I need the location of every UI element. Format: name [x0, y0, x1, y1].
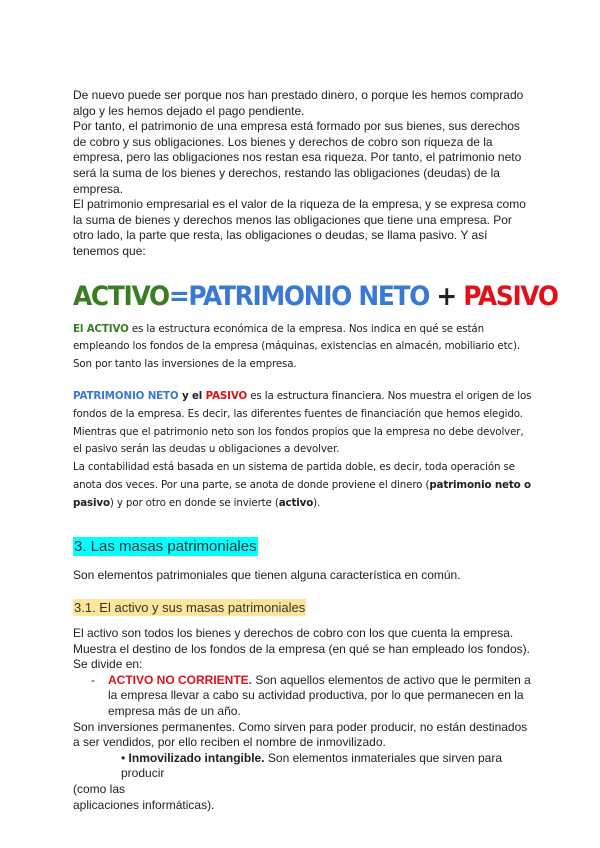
section-3-heading: 3. Las masas patrimoniales [74, 537, 257, 555]
equation-pasivo: PASIVO [463, 280, 558, 312]
list-dash: - [91, 672, 95, 687]
activo-no-corriente-term: ACTIVO NO CORRIENTE. [108, 672, 253, 687]
section-3-1-heading: 3.1. El activo y sus masas patrimoniales [74, 600, 306, 616]
list-item-activo-no-corriente [73, 673, 533, 720]
partida-doble-text-c: ) y por otro en donde se invierte ( [109, 496, 279, 509]
activo-term: El ACTIVO [73, 322, 129, 335]
partida-doble-paragraph [73, 459, 533, 512]
spacer [73, 374, 533, 388]
intro-paragraph-3: El patrimonio empresarial es el valor de la riqueza de la empresa, y se expresa como la suma de bienes y derechos menos las obligaciones que tiene una empresa. Por otro lado, la parte que resta, las obligaciones o deudas, se llama pasivo. Y así tenemos que: [73, 197, 526, 258]
document-page [73, 88, 558, 813]
partida-doble-bold-b: patrimonio neto o pasivo [73, 478, 531, 509]
partida-doble-text-a: La contabilidad está basada en un sistema de partida doble, es decir, toda operación se anota dos veces. Por una parte, se anota de donde proviene el dinero ( [73, 461, 515, 491]
financiera-definition [73, 388, 533, 424]
section-3-1-paragraph-1: El activo son todos los bienes y derechos de cobro con los que cuenta la empresa. Muestra el destino de los fondos de la empresa (en qué se han empleado los fondos). [73, 626, 530, 656]
equation-patrimonio-neto: PATRIMONIO NETO [188, 280, 430, 312]
equation-equals: = [168, 280, 189, 312]
bullet-inmovilizado-intangible [73, 751, 533, 782]
intro-paragraph-2: Por tanto, el patrimonio de una empresa está formado por sus bienes, sus derechos de cobro y sus obligaciones. Los bienes y derechos de cobro son riqueza de la empresa, pero las obligaciones nos restan esa riqueza. Por tanto, el patrimonio neto será la suma de los bienes y derechos, restando las obligaciones (deudas) de la empresa. [73, 119, 522, 196]
activo-no-corriente-text: Son aquellos elementos de activo que le permiten a la empresa llevar a cabo su actividad productiva, por lo que permanecen en la empresa más de un año. [108, 672, 531, 719]
section-3-1-paragraph-3: Son inversiones permanentes. Como sirven para poder producir, no están destinados a ser vendidos, por ello reciben el nombre de inmovilizado. [73, 719, 528, 750]
activo-text: es la estructura económica de la empresa. Nos indica en qué se están empleando los fondos de la empresa (máquinas, existencias en almacén, mobiliario etc). Son por tanto las inversiones de la empresa. [73, 322, 520, 371]
financiera-text: es la estructura financiera. Nos muestra el origen de los fondos de la empresa. Es decir, las diferentes fuentes de financiación que hemos elegido. [73, 389, 532, 420]
inmovilizado-text: Son elementos inmateriales que sirven para producir [121, 750, 503, 781]
intro-paragraph-1: De nuevo puede ser porque nos han prestado dinero, o porque les hemos comprado algo y les hemos dejado el pago pendiente. [73, 88, 524, 118]
equation-plus: + [429, 280, 464, 312]
balance-equation [73, 280, 558, 314]
activo-definition [73, 321, 533, 374]
inmovilizado-term: Inmovilizado intangible. [128, 750, 265, 765]
partida-doble-text-e: ). [313, 496, 321, 509]
equation-activo: ACTIVO [73, 280, 169, 312]
partida-doble-bold-d: activo [278, 496, 314, 509]
section-3-1-paragraph-2: Se divide en: [73, 657, 143, 672]
bullet-continuation-1: (como las [73, 782, 126, 797]
bullet-glyph: • [121, 750, 129, 765]
patrimonio-term: PATRIMONIO NETO [73, 389, 179, 402]
pasivo-term: PASIVO [205, 389, 248, 402]
section-3-text: Son elementos patrimoniales que tienen alguna característica en común. [73, 567, 461, 582]
bullet-continuation-2: aplicaciones informáticas). [73, 797, 215, 812]
fondos-propios-paragraph: Mientras que el patrimonio neto son los fondos propios que la empresa no debe devolver, el pasivo serán las deudas u obligaciones a devolver. [73, 425, 524, 456]
conjunction: y el [178, 389, 206, 402]
